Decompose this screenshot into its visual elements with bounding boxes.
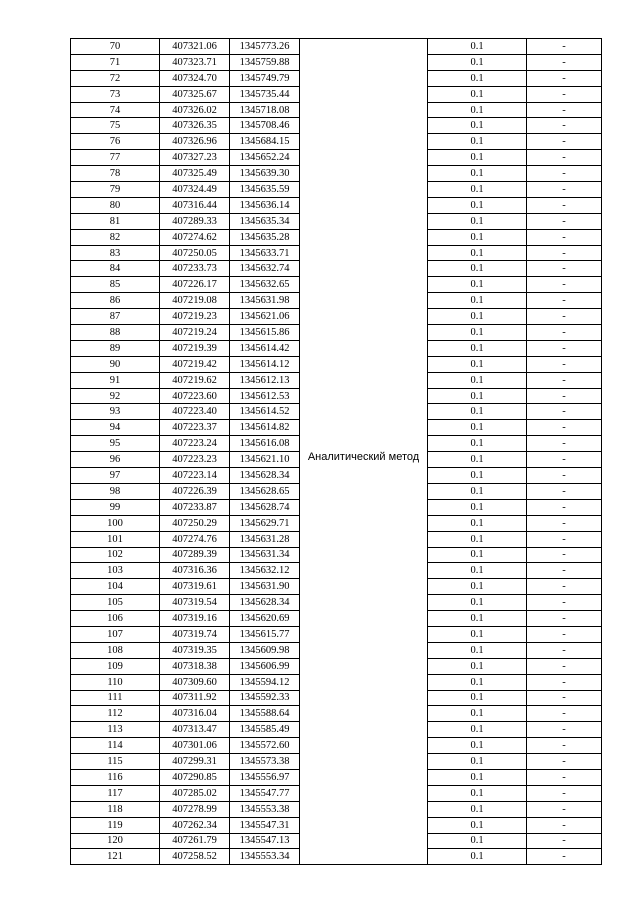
y-coordinate-cell: 1345588.64 xyxy=(230,706,300,722)
accuracy-cell: 0.1 xyxy=(428,245,527,261)
note-cell: - xyxy=(527,213,602,229)
point-number-cell: 83 xyxy=(71,245,160,261)
accuracy-cell: 0.1 xyxy=(428,54,527,70)
note-cell: - xyxy=(527,515,602,531)
x-coordinate-cell: 407327.23 xyxy=(160,150,230,166)
x-coordinate-cell: 407223.14 xyxy=(160,468,230,484)
accuracy-cell: 0.1 xyxy=(428,166,527,182)
y-coordinate-cell: 1345631.98 xyxy=(230,293,300,309)
accuracy-cell: 0.1 xyxy=(428,833,527,849)
x-coordinate-cell: 407316.04 xyxy=(160,706,230,722)
y-coordinate-cell: 1345614.12 xyxy=(230,356,300,372)
accuracy-cell: 0.1 xyxy=(428,722,527,738)
x-coordinate-cell: 407223.24 xyxy=(160,436,230,452)
y-coordinate-cell: 1345609.98 xyxy=(230,642,300,658)
accuracy-cell: 0.1 xyxy=(428,404,527,420)
note-cell: - xyxy=(527,468,602,484)
note-cell: - xyxy=(527,118,602,134)
accuracy-cell: 0.1 xyxy=(428,182,527,198)
accuracy-cell: 0.1 xyxy=(428,388,527,404)
accuracy-cell: 0.1 xyxy=(428,626,527,642)
note-cell: - xyxy=(527,372,602,388)
point-number-cell: 92 xyxy=(71,388,160,404)
point-number-cell: 78 xyxy=(71,166,160,182)
point-number-cell: 90 xyxy=(71,356,160,372)
point-number-cell: 120 xyxy=(71,833,160,849)
accuracy-cell: 0.1 xyxy=(428,39,527,55)
y-coordinate-cell: 1345592.33 xyxy=(230,690,300,706)
y-coordinate-cell: 1345614.52 xyxy=(230,404,300,420)
accuracy-cell: 0.1 xyxy=(428,817,527,833)
x-coordinate-cell: 407274.62 xyxy=(160,229,230,245)
accuracy-cell: 0.1 xyxy=(428,134,527,150)
y-coordinate-cell: 1345612.53 xyxy=(230,388,300,404)
point-number-cell: 71 xyxy=(71,54,160,70)
accuracy-cell: 0.1 xyxy=(428,150,527,166)
note-cell: - xyxy=(527,754,602,770)
point-number-cell: 118 xyxy=(71,801,160,817)
note-cell: - xyxy=(527,39,602,55)
accuracy-cell: 0.1 xyxy=(428,70,527,86)
point-number-cell: 104 xyxy=(71,579,160,595)
accuracy-cell: 0.1 xyxy=(428,690,527,706)
x-coordinate-cell: 407319.61 xyxy=(160,579,230,595)
note-cell: - xyxy=(527,547,602,563)
point-number-cell: 103 xyxy=(71,563,160,579)
x-coordinate-cell: 407223.60 xyxy=(160,388,230,404)
x-coordinate-cell: 407223.23 xyxy=(160,452,230,468)
note-cell: - xyxy=(527,595,602,611)
y-coordinate-cell: 1345632.12 xyxy=(230,563,300,579)
accuracy-cell: 0.1 xyxy=(428,674,527,690)
accuracy-cell: 0.1 xyxy=(428,229,527,245)
y-coordinate-cell: 1345633.71 xyxy=(230,245,300,261)
y-coordinate-cell: 1345547.13 xyxy=(230,833,300,849)
accuracy-cell: 0.1 xyxy=(428,595,527,611)
x-coordinate-cell: 407278.99 xyxy=(160,801,230,817)
x-coordinate-cell: 407319.35 xyxy=(160,642,230,658)
note-cell: - xyxy=(527,579,602,595)
x-coordinate-cell: 407219.24 xyxy=(160,325,230,341)
point-number-cell: 117 xyxy=(71,785,160,801)
x-coordinate-cell: 407289.39 xyxy=(160,547,230,563)
point-number-cell: 116 xyxy=(71,769,160,785)
x-coordinate-cell: 407289.33 xyxy=(160,213,230,229)
y-coordinate-cell: 1345749.79 xyxy=(230,70,300,86)
note-cell: - xyxy=(527,817,602,833)
y-coordinate-cell: 1345628.34 xyxy=(230,468,300,484)
x-coordinate-cell: 407233.73 xyxy=(160,261,230,277)
y-coordinate-cell: 1345615.77 xyxy=(230,626,300,642)
y-coordinate-cell: 1345631.28 xyxy=(230,531,300,547)
note-cell: - xyxy=(527,150,602,166)
y-coordinate-cell: 1345553.38 xyxy=(230,801,300,817)
accuracy-cell: 0.1 xyxy=(428,468,527,484)
point-number-cell: 89 xyxy=(71,340,160,356)
accuracy-cell: 0.1 xyxy=(428,849,527,865)
point-number-cell: 77 xyxy=(71,150,160,166)
y-coordinate-cell: 1345628.34 xyxy=(230,595,300,611)
point-number-cell: 73 xyxy=(71,86,160,102)
x-coordinate-cell: 407261.79 xyxy=(160,833,230,849)
point-number-cell: 109 xyxy=(71,658,160,674)
point-number-cell: 119 xyxy=(71,817,160,833)
accuracy-cell: 0.1 xyxy=(428,340,527,356)
y-coordinate-cell: 1345635.59 xyxy=(230,182,300,198)
y-coordinate-cell: 1345631.34 xyxy=(230,547,300,563)
note-cell: - xyxy=(527,70,602,86)
accuracy-cell: 0.1 xyxy=(428,658,527,674)
note-cell: - xyxy=(527,801,602,817)
x-coordinate-cell: 407285.02 xyxy=(160,785,230,801)
note-cell: - xyxy=(527,261,602,277)
accuracy-cell: 0.1 xyxy=(428,420,527,436)
point-number-cell: 112 xyxy=(71,706,160,722)
accuracy-cell: 0.1 xyxy=(428,197,527,213)
note-cell: - xyxy=(527,483,602,499)
note-cell: - xyxy=(527,452,602,468)
x-coordinate-cell: 407309.60 xyxy=(160,674,230,690)
note-cell: - xyxy=(527,229,602,245)
point-number-cell: 97 xyxy=(71,468,160,484)
accuracy-cell: 0.1 xyxy=(428,801,527,817)
point-number-cell: 108 xyxy=(71,642,160,658)
note-cell: - xyxy=(527,785,602,801)
y-coordinate-cell: 1345632.74 xyxy=(230,261,300,277)
note-cell: - xyxy=(527,738,602,754)
coordinates-table xyxy=(70,38,602,865)
point-number-cell: 80 xyxy=(71,197,160,213)
x-coordinate-cell: 407219.08 xyxy=(160,293,230,309)
point-number-cell: 121 xyxy=(71,849,160,865)
accuracy-cell: 0.1 xyxy=(428,611,527,627)
point-number-cell: 106 xyxy=(71,611,160,627)
y-coordinate-cell: 1345708.46 xyxy=(230,118,300,134)
note-cell: - xyxy=(527,420,602,436)
accuracy-cell: 0.1 xyxy=(428,213,527,229)
point-number-cell: 85 xyxy=(71,277,160,293)
x-coordinate-cell: 407226.39 xyxy=(160,483,230,499)
note-cell: - xyxy=(527,404,602,420)
y-coordinate-cell: 1345614.42 xyxy=(230,340,300,356)
x-coordinate-cell: 407316.44 xyxy=(160,197,230,213)
point-number-cell: 113 xyxy=(71,722,160,738)
x-coordinate-cell: 407313.47 xyxy=(160,722,230,738)
x-coordinate-cell: 407290.85 xyxy=(160,769,230,785)
y-coordinate-cell: 1345628.74 xyxy=(230,499,300,515)
note-cell: - xyxy=(527,642,602,658)
note-cell: - xyxy=(527,388,602,404)
accuracy-cell: 0.1 xyxy=(428,309,527,325)
x-coordinate-cell: 407219.62 xyxy=(160,372,230,388)
y-coordinate-cell: 1345553.34 xyxy=(230,849,300,865)
point-number-cell: 114 xyxy=(71,738,160,754)
x-coordinate-cell: 407250.29 xyxy=(160,515,230,531)
point-number-cell: 88 xyxy=(71,325,160,341)
note-cell: - xyxy=(527,849,602,865)
point-number-cell: 98 xyxy=(71,483,160,499)
point-number-cell: 110 xyxy=(71,674,160,690)
accuracy-cell: 0.1 xyxy=(428,563,527,579)
y-coordinate-cell: 1345735.44 xyxy=(230,86,300,102)
x-coordinate-cell: 407258.52 xyxy=(160,849,230,865)
point-number-cell: 76 xyxy=(71,134,160,150)
x-coordinate-cell: 407223.37 xyxy=(160,420,230,436)
note-cell: - xyxy=(527,436,602,452)
x-coordinate-cell: 407311.92 xyxy=(160,690,230,706)
x-coordinate-cell: 407226.17 xyxy=(160,277,230,293)
x-coordinate-cell: 407219.39 xyxy=(160,340,230,356)
x-coordinate-cell: 407318.38 xyxy=(160,658,230,674)
y-coordinate-cell: 1345684.15 xyxy=(230,134,300,150)
x-coordinate-cell: 407326.02 xyxy=(160,102,230,118)
note-cell: - xyxy=(527,293,602,309)
note-cell: - xyxy=(527,54,602,70)
note-cell: - xyxy=(527,706,602,722)
accuracy-cell: 0.1 xyxy=(428,325,527,341)
x-coordinate-cell: 407250.05 xyxy=(160,245,230,261)
y-coordinate-cell: 1345759.88 xyxy=(230,54,300,70)
point-number-cell: 82 xyxy=(71,229,160,245)
note-cell: - xyxy=(527,531,602,547)
note-cell: - xyxy=(527,658,602,674)
accuracy-cell: 0.1 xyxy=(428,769,527,785)
accuracy-cell: 0.1 xyxy=(428,261,527,277)
x-coordinate-cell: 407299.31 xyxy=(160,754,230,770)
x-coordinate-cell: 407301.06 xyxy=(160,738,230,754)
accuracy-cell: 0.1 xyxy=(428,531,527,547)
note-cell: - xyxy=(527,340,602,356)
note-cell: - xyxy=(527,245,602,261)
note-cell: - xyxy=(527,325,602,341)
accuracy-cell: 0.1 xyxy=(428,754,527,770)
accuracy-cell: 0.1 xyxy=(428,372,527,388)
coordinates-table-body xyxy=(71,39,602,865)
y-coordinate-cell: 1345594.12 xyxy=(230,674,300,690)
y-coordinate-cell: 1345652.24 xyxy=(230,150,300,166)
point-number-cell: 86 xyxy=(71,293,160,309)
y-coordinate-cell: 1345628.65 xyxy=(230,483,300,499)
point-number-cell: 101 xyxy=(71,531,160,547)
accuracy-cell: 0.1 xyxy=(428,86,527,102)
y-coordinate-cell: 1345631.90 xyxy=(230,579,300,595)
note-cell: - xyxy=(527,769,602,785)
accuracy-cell: 0.1 xyxy=(428,515,527,531)
accuracy-cell: 0.1 xyxy=(428,118,527,134)
y-coordinate-cell: 1345621.10 xyxy=(230,452,300,468)
y-coordinate-cell: 1345621.06 xyxy=(230,309,300,325)
note-cell: - xyxy=(527,690,602,706)
x-coordinate-cell: 407316.36 xyxy=(160,563,230,579)
note-cell: - xyxy=(527,166,602,182)
point-number-cell: 111 xyxy=(71,690,160,706)
note-cell: - xyxy=(527,674,602,690)
point-number-cell: 72 xyxy=(71,70,160,86)
x-coordinate-cell: 407274.76 xyxy=(160,531,230,547)
point-number-cell: 75 xyxy=(71,118,160,134)
x-coordinate-cell: 407323.71 xyxy=(160,54,230,70)
x-coordinate-cell: 407233.87 xyxy=(160,499,230,515)
accuracy-cell: 0.1 xyxy=(428,102,527,118)
accuracy-cell: 0.1 xyxy=(428,436,527,452)
accuracy-cell: 0.1 xyxy=(428,547,527,563)
point-number-cell: 105 xyxy=(71,595,160,611)
table-row xyxy=(71,39,602,55)
x-coordinate-cell: 407219.42 xyxy=(160,356,230,372)
point-number-cell: 100 xyxy=(71,515,160,531)
x-coordinate-cell: 407325.49 xyxy=(160,166,230,182)
method-cell: Аналитический метод xyxy=(300,39,428,865)
point-number-cell: 84 xyxy=(71,261,160,277)
x-coordinate-cell: 407324.49 xyxy=(160,182,230,198)
point-number-cell: 93 xyxy=(71,404,160,420)
y-coordinate-cell: 1345547.77 xyxy=(230,785,300,801)
point-number-cell: 91 xyxy=(71,372,160,388)
note-cell: - xyxy=(527,563,602,579)
accuracy-cell: 0.1 xyxy=(428,356,527,372)
y-coordinate-cell: 1345632.65 xyxy=(230,277,300,293)
point-number-cell: 115 xyxy=(71,754,160,770)
y-coordinate-cell: 1345612.13 xyxy=(230,372,300,388)
note-cell: - xyxy=(527,833,602,849)
x-coordinate-cell: 407325.67 xyxy=(160,86,230,102)
y-coordinate-cell: 1345556.97 xyxy=(230,769,300,785)
y-coordinate-cell: 1345639.30 xyxy=(230,166,300,182)
x-coordinate-cell: 407219.23 xyxy=(160,309,230,325)
y-coordinate-cell: 1345718.08 xyxy=(230,102,300,118)
accuracy-cell: 0.1 xyxy=(428,706,527,722)
accuracy-cell: 0.1 xyxy=(428,785,527,801)
x-coordinate-cell: 407319.74 xyxy=(160,626,230,642)
point-number-cell: 107 xyxy=(71,626,160,642)
y-coordinate-cell: 1345635.28 xyxy=(230,229,300,245)
x-coordinate-cell: 407321.06 xyxy=(160,39,230,55)
accuracy-cell: 0.1 xyxy=(428,452,527,468)
note-cell: - xyxy=(527,197,602,213)
point-number-cell: 74 xyxy=(71,102,160,118)
accuracy-cell: 0.1 xyxy=(428,579,527,595)
point-number-cell: 99 xyxy=(71,499,160,515)
point-number-cell: 94 xyxy=(71,420,160,436)
y-coordinate-cell: 1345616.08 xyxy=(230,436,300,452)
y-coordinate-cell: 1345629.71 xyxy=(230,515,300,531)
point-number-cell: 102 xyxy=(71,547,160,563)
note-cell: - xyxy=(527,611,602,627)
y-coordinate-cell: 1345547.31 xyxy=(230,817,300,833)
y-coordinate-cell: 1345773.26 xyxy=(230,39,300,55)
x-coordinate-cell: 407326.96 xyxy=(160,134,230,150)
x-coordinate-cell: 407262.34 xyxy=(160,817,230,833)
y-coordinate-cell: 1345635.34 xyxy=(230,213,300,229)
note-cell: - xyxy=(527,277,602,293)
note-cell: - xyxy=(527,722,602,738)
point-number-cell: 70 xyxy=(71,39,160,55)
note-cell: - xyxy=(527,356,602,372)
accuracy-cell: 0.1 xyxy=(428,293,527,309)
y-coordinate-cell: 1345615.86 xyxy=(230,325,300,341)
x-coordinate-cell: 407319.54 xyxy=(160,595,230,611)
y-coordinate-cell: 1345573.38 xyxy=(230,754,300,770)
x-coordinate-cell: 407324.70 xyxy=(160,70,230,86)
note-cell: - xyxy=(527,86,602,102)
point-number-cell: 79 xyxy=(71,182,160,198)
accuracy-cell: 0.1 xyxy=(428,277,527,293)
accuracy-cell: 0.1 xyxy=(428,499,527,515)
y-coordinate-cell: 1345572.60 xyxy=(230,738,300,754)
x-coordinate-cell: 407319.16 xyxy=(160,611,230,627)
point-number-cell: 96 xyxy=(71,452,160,468)
note-cell: - xyxy=(527,309,602,325)
point-number-cell: 81 xyxy=(71,213,160,229)
note-cell: - xyxy=(527,134,602,150)
note-cell: - xyxy=(527,102,602,118)
accuracy-cell: 0.1 xyxy=(428,483,527,499)
y-coordinate-cell: 1345614.82 xyxy=(230,420,300,436)
note-cell: - xyxy=(527,499,602,515)
y-coordinate-cell: 1345636.14 xyxy=(230,197,300,213)
point-number-cell: 95 xyxy=(71,436,160,452)
y-coordinate-cell: 1345606.99 xyxy=(230,658,300,674)
accuracy-cell: 0.1 xyxy=(428,738,527,754)
y-coordinate-cell: 1345585.49 xyxy=(230,722,300,738)
note-cell: - xyxy=(527,182,602,198)
point-number-cell: 87 xyxy=(71,309,160,325)
x-coordinate-cell: 407326.35 xyxy=(160,118,230,134)
y-coordinate-cell: 1345620.69 xyxy=(230,611,300,627)
note-cell: - xyxy=(527,626,602,642)
accuracy-cell: 0.1 xyxy=(428,642,527,658)
x-coordinate-cell: 407223.40 xyxy=(160,404,230,420)
